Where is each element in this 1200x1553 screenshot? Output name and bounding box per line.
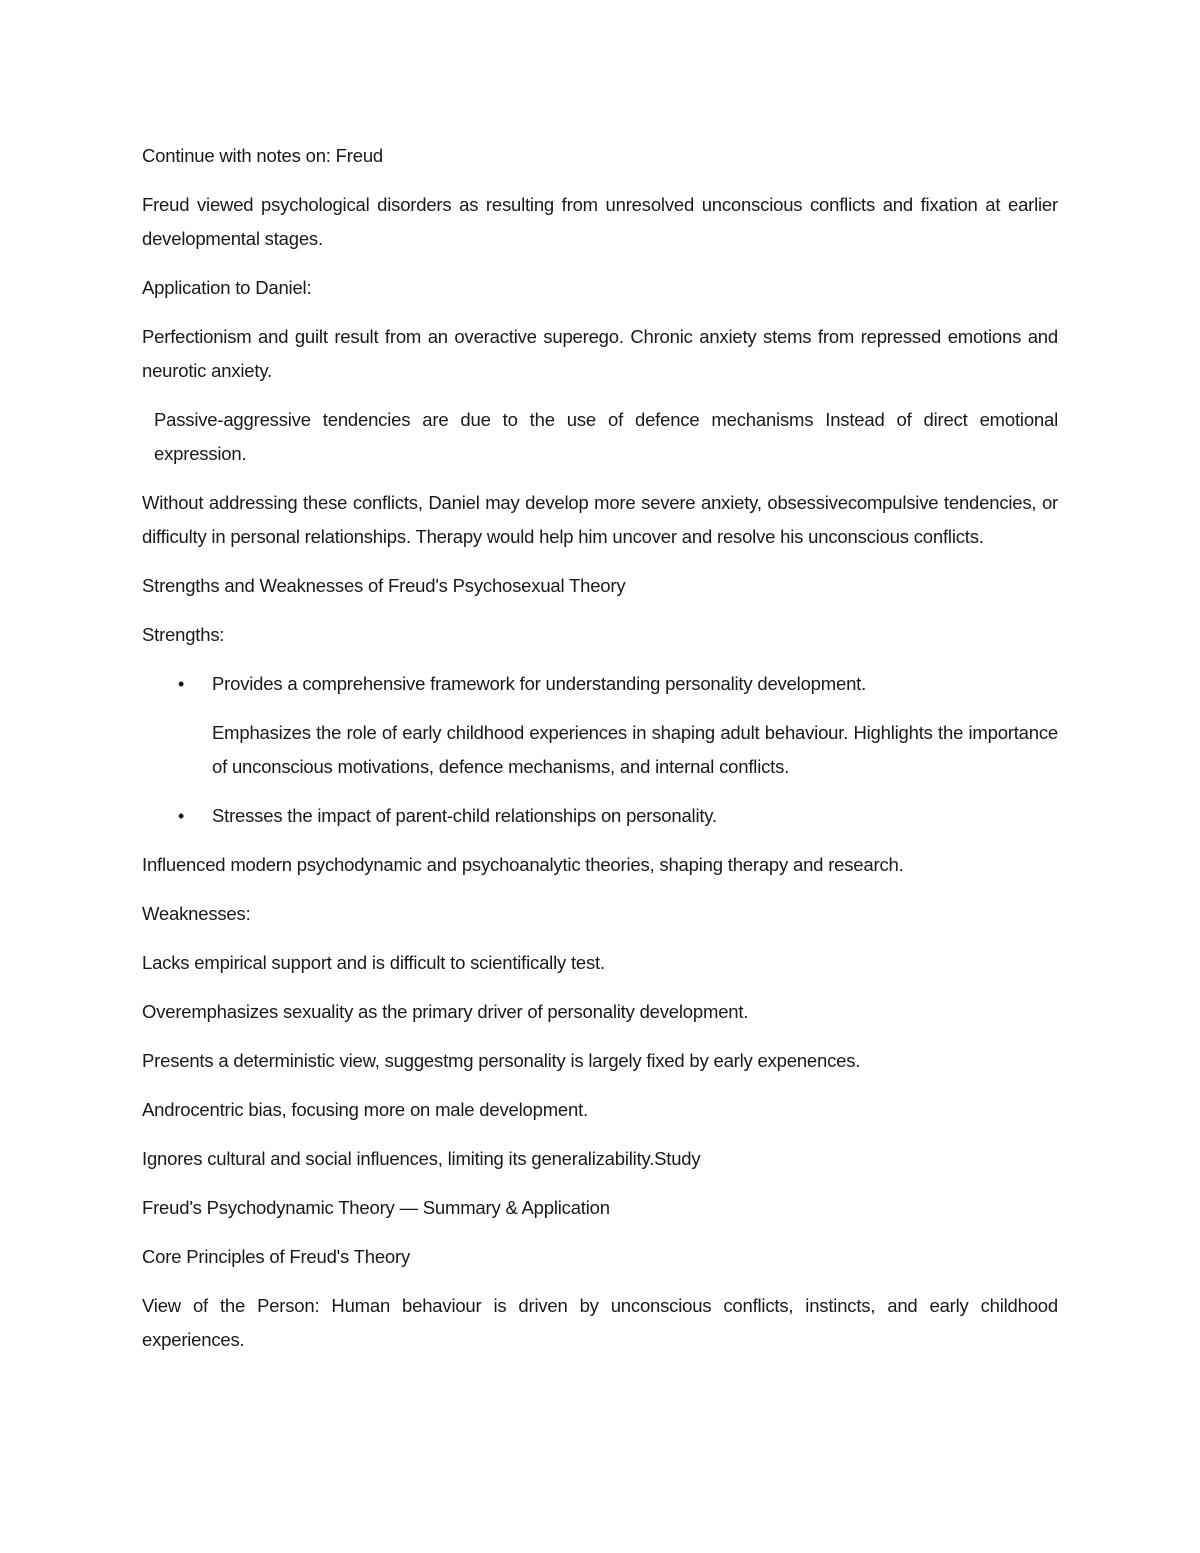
list-item-continuation: Emphasizes the role of early childhood experiences in shaping adult behaviour. Highlights the importance of unconscious motivations, defence mechanisms, and internal conflicts.: [212, 722, 1058, 777]
core-principles-heading: Core Principles of Freud's Theory: [142, 1246, 411, 1267]
weakness-cultural: Ignores cultural and social influences, limiting its generalizability.Study: [142, 1148, 701, 1169]
list-item: [142, 667, 1058, 701]
view-of-person-paragraph: View of the Person: Human behaviour is driven by unconscious conflicts, instincts, and early childhood experiences.: [142, 1295, 1058, 1350]
application-heading: Application to Daniel:: [142, 277, 312, 298]
passive-aggressive-paragraph: Passive-aggressive tendencies are due to the use of defence mechanisms Instead of direct emotional expression.: [154, 409, 1058, 464]
summary-heading: Freud's Psychodynamic Theory — Summary & Application: [142, 1197, 610, 1218]
weaknesses-heading: Weaknesses:: [142, 903, 251, 924]
weakness-sexuality: Overemphasizes sexuality as the primary driver of personality development.: [142, 1001, 749, 1022]
weakness-empirical: Lacks empirical support and is difficult to scientifically test.: [142, 952, 605, 973]
influenced-paragraph: Influenced modern psychodynamic and psychoanalytic theories, shaping therapy and research.: [142, 854, 904, 875]
strengths-heading: Strengths:: [142, 624, 225, 645]
list-item-text: Stresses the impact of parent-child relationships on personality.: [212, 805, 717, 826]
strengths-list: [142, 667, 1058, 701]
bullet-icon: •: [178, 674, 185, 694]
conflicts-paragraph: Without addressing these conflicts, Daniel may develop more severe anxiety, obsessivecompulsive tendencies, or difficulty in personal relationships. Therapy would help him uncover and resolve his unconscious conflicts.: [142, 492, 1058, 547]
list-item-text: Provides a comprehensive framework for understanding personality development.: [212, 673, 867, 694]
intro-line: Continue with notes on: Freud: [142, 145, 384, 166]
document-page: [142, 139, 1058, 1372]
bullet-icon: •: [178, 806, 185, 826]
list-item: [142, 799, 1058, 833]
strengths-weaknesses-heading: Strengths and Weaknesses of Freud's Psychosexual Theory: [142, 575, 626, 596]
freud-disorders-paragraph: Freud viewed psychological disorders as resulting from unresolved unconscious conflicts and fixation at earlier developmental stages.: [142, 194, 1058, 249]
strengths-list-continued: [142, 799, 1058, 833]
weakness-androcentric: Androcentric bias, focusing more on male development.: [142, 1099, 588, 1120]
weakness-deterministic: Presents a deterministic view, suggestmg personality is largely fixed by early expenences.: [142, 1050, 861, 1071]
perfectionism-paragraph: Perfectionism and guilt result from an overactive superego. Chronic anxiety stems from repressed emotions and neurotic anxiety.: [142, 326, 1058, 381]
